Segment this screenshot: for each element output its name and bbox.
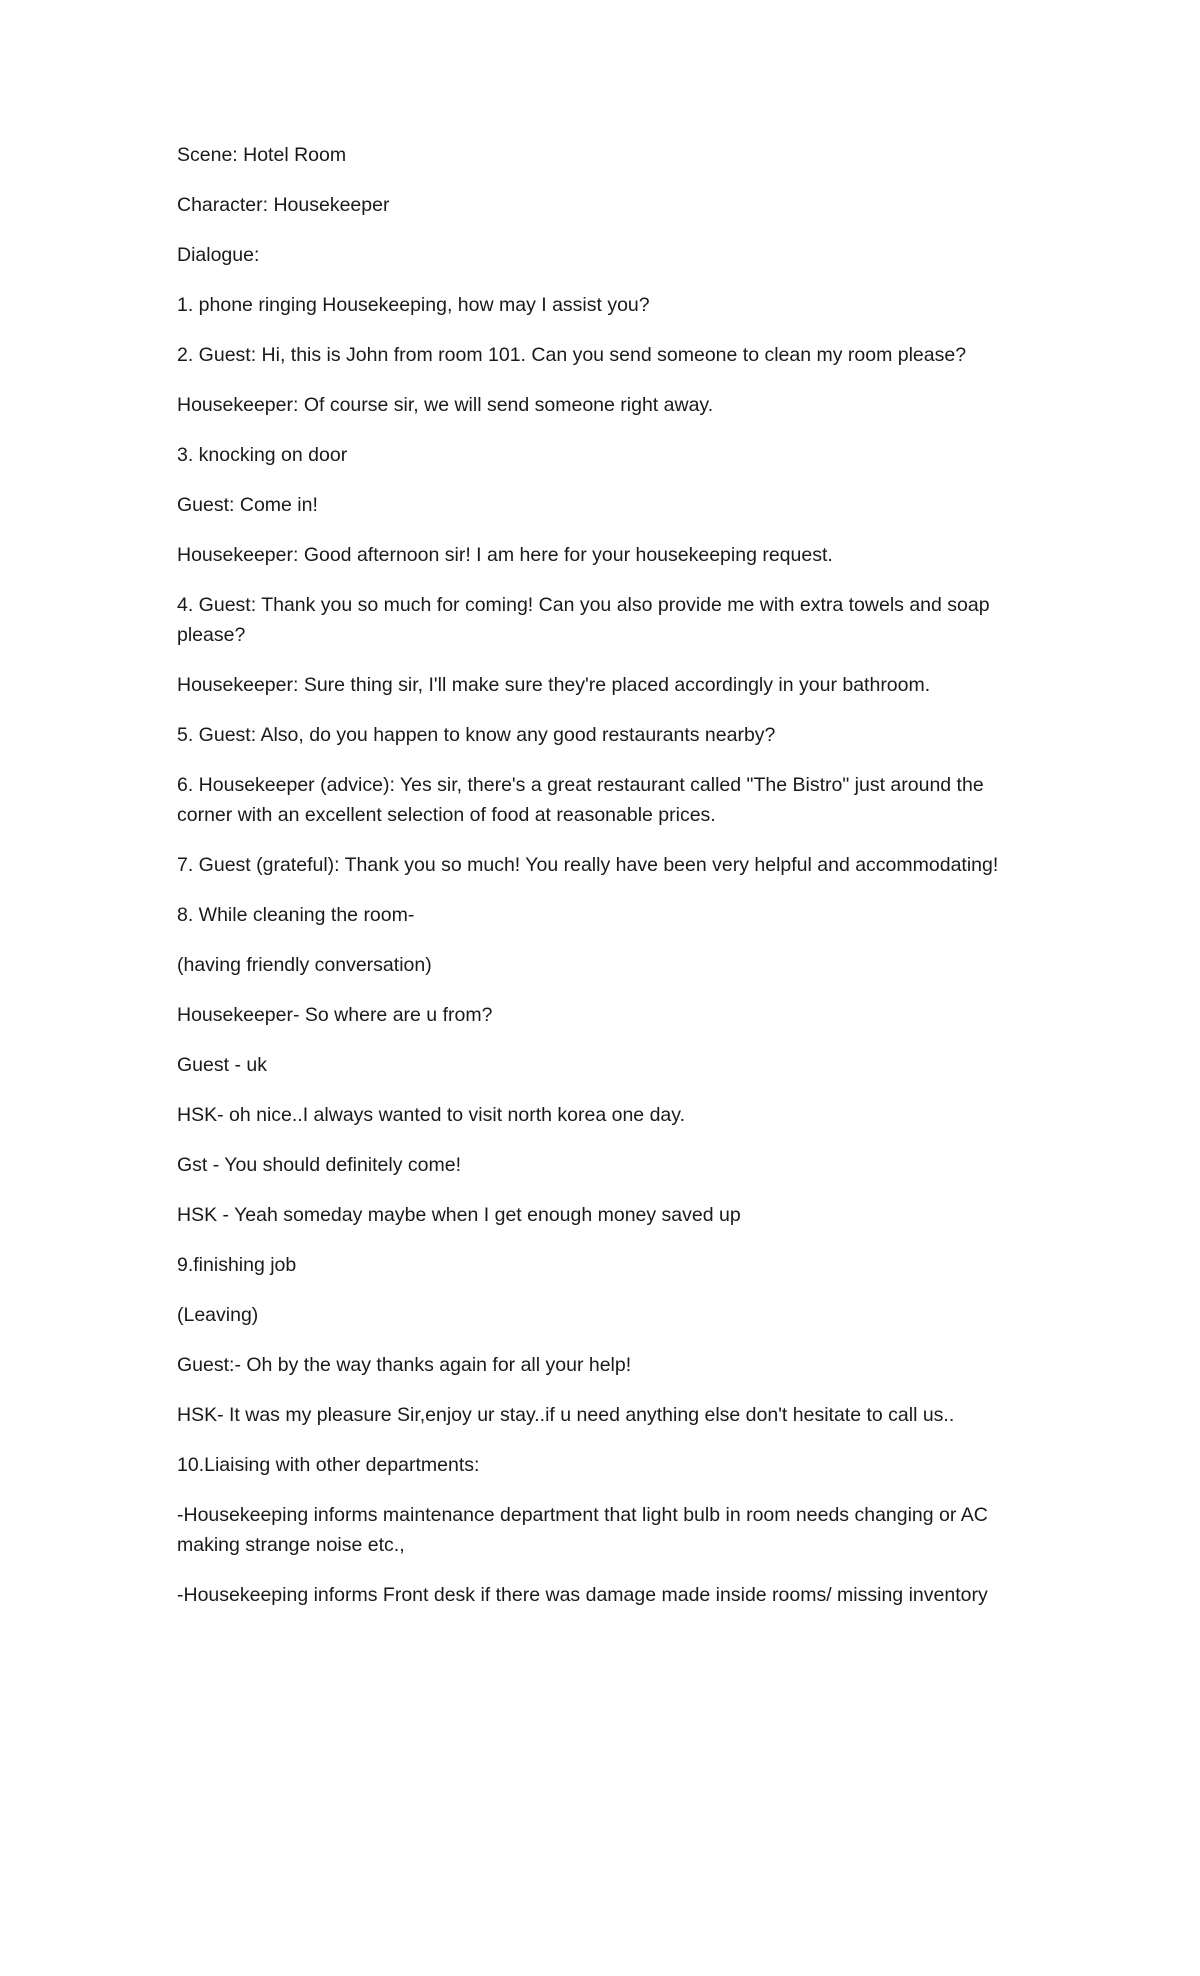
dialogue-line: 2. Guest: Hi, this is John from room 101. Can you send someone to clean my room please?	[177, 344, 967, 366]
dialogue-line: 4. Guest: Thank you so much for coming! Can you also provide me with extra towels and soap please?	[177, 594, 995, 646]
dialogue-line: HSK- It was my pleasure Sir,enjoy ur stay..if u need anything else don't hesitate to call us..	[177, 1404, 955, 1426]
dialogue-line: 10.Liaising with other departments:	[177, 1454, 480, 1476]
dialogue-line: HSK- oh nice..I always wanted to visit north korea one day.	[177, 1104, 685, 1126]
dialogue-line: Guest:- Oh by the way thanks again for all your help!	[177, 1354, 632, 1376]
dialogue-line: 8. While cleaning the room-	[177, 904, 415, 926]
dialogue-line: 9.finishing job	[177, 1254, 297, 1276]
dialogue-line: -Housekeeping informs maintenance department that light bulb in room needs changing or AC making strange noise etc.,	[177, 1504, 994, 1556]
dialogue-line: -Housekeeping informs Front desk if there was damage made inside rooms/ missing inventory	[177, 1584, 988, 1606]
dialogue-line: Guest - uk	[177, 1054, 267, 1076]
dialogue-line: Housekeeper: Sure thing sir, I'll make sure they're placed accordingly in your bathroom.	[177, 674, 931, 696]
dialogue-line: 7. Guest (grateful): Thank you so much! You really have been very helpful and accommodating!	[177, 854, 999, 876]
dialogue-line: 6. Housekeeper (advice): Yes sir, there's a great restaurant called "The Bistro" just around the corner with an excellent selection of food at reasonable prices.	[177, 774, 990, 826]
dialogue-line: Gst - You should definitely come!	[177, 1154, 461, 1176]
document-body	[177, 140, 1037, 1630]
character-line: Character: Housekeeper	[177, 194, 390, 216]
dialogue-line: (Leaving)	[177, 1304, 259, 1326]
dialogue-line: HSK - Yeah someday maybe when I get enough money saved up	[177, 1204, 741, 1226]
dialogue-line: Housekeeper- So where are u from?	[177, 1004, 493, 1026]
dialogue-line: Guest: Come in!	[177, 494, 318, 516]
dialogue-line: 5. Guest: Also, do you happen to know any good restaurants nearby?	[177, 724, 776, 746]
dialogue-line: Housekeeper: Of course sir, we will send someone right away.	[177, 394, 714, 416]
dialogue-line: 1. phone ringing Housekeeping, how may I assist you?	[177, 294, 650, 316]
scene-line: Scene: Hotel Room	[177, 144, 347, 166]
dialogue-line: (having friendly conversation)	[177, 954, 432, 976]
dialogue-heading: Dialogue:	[177, 244, 260, 266]
dialogue-line: 3. knocking on door	[177, 444, 348, 466]
dialogue-line: Housekeeper: Good afternoon sir! I am here for your housekeeping request.	[177, 544, 833, 566]
